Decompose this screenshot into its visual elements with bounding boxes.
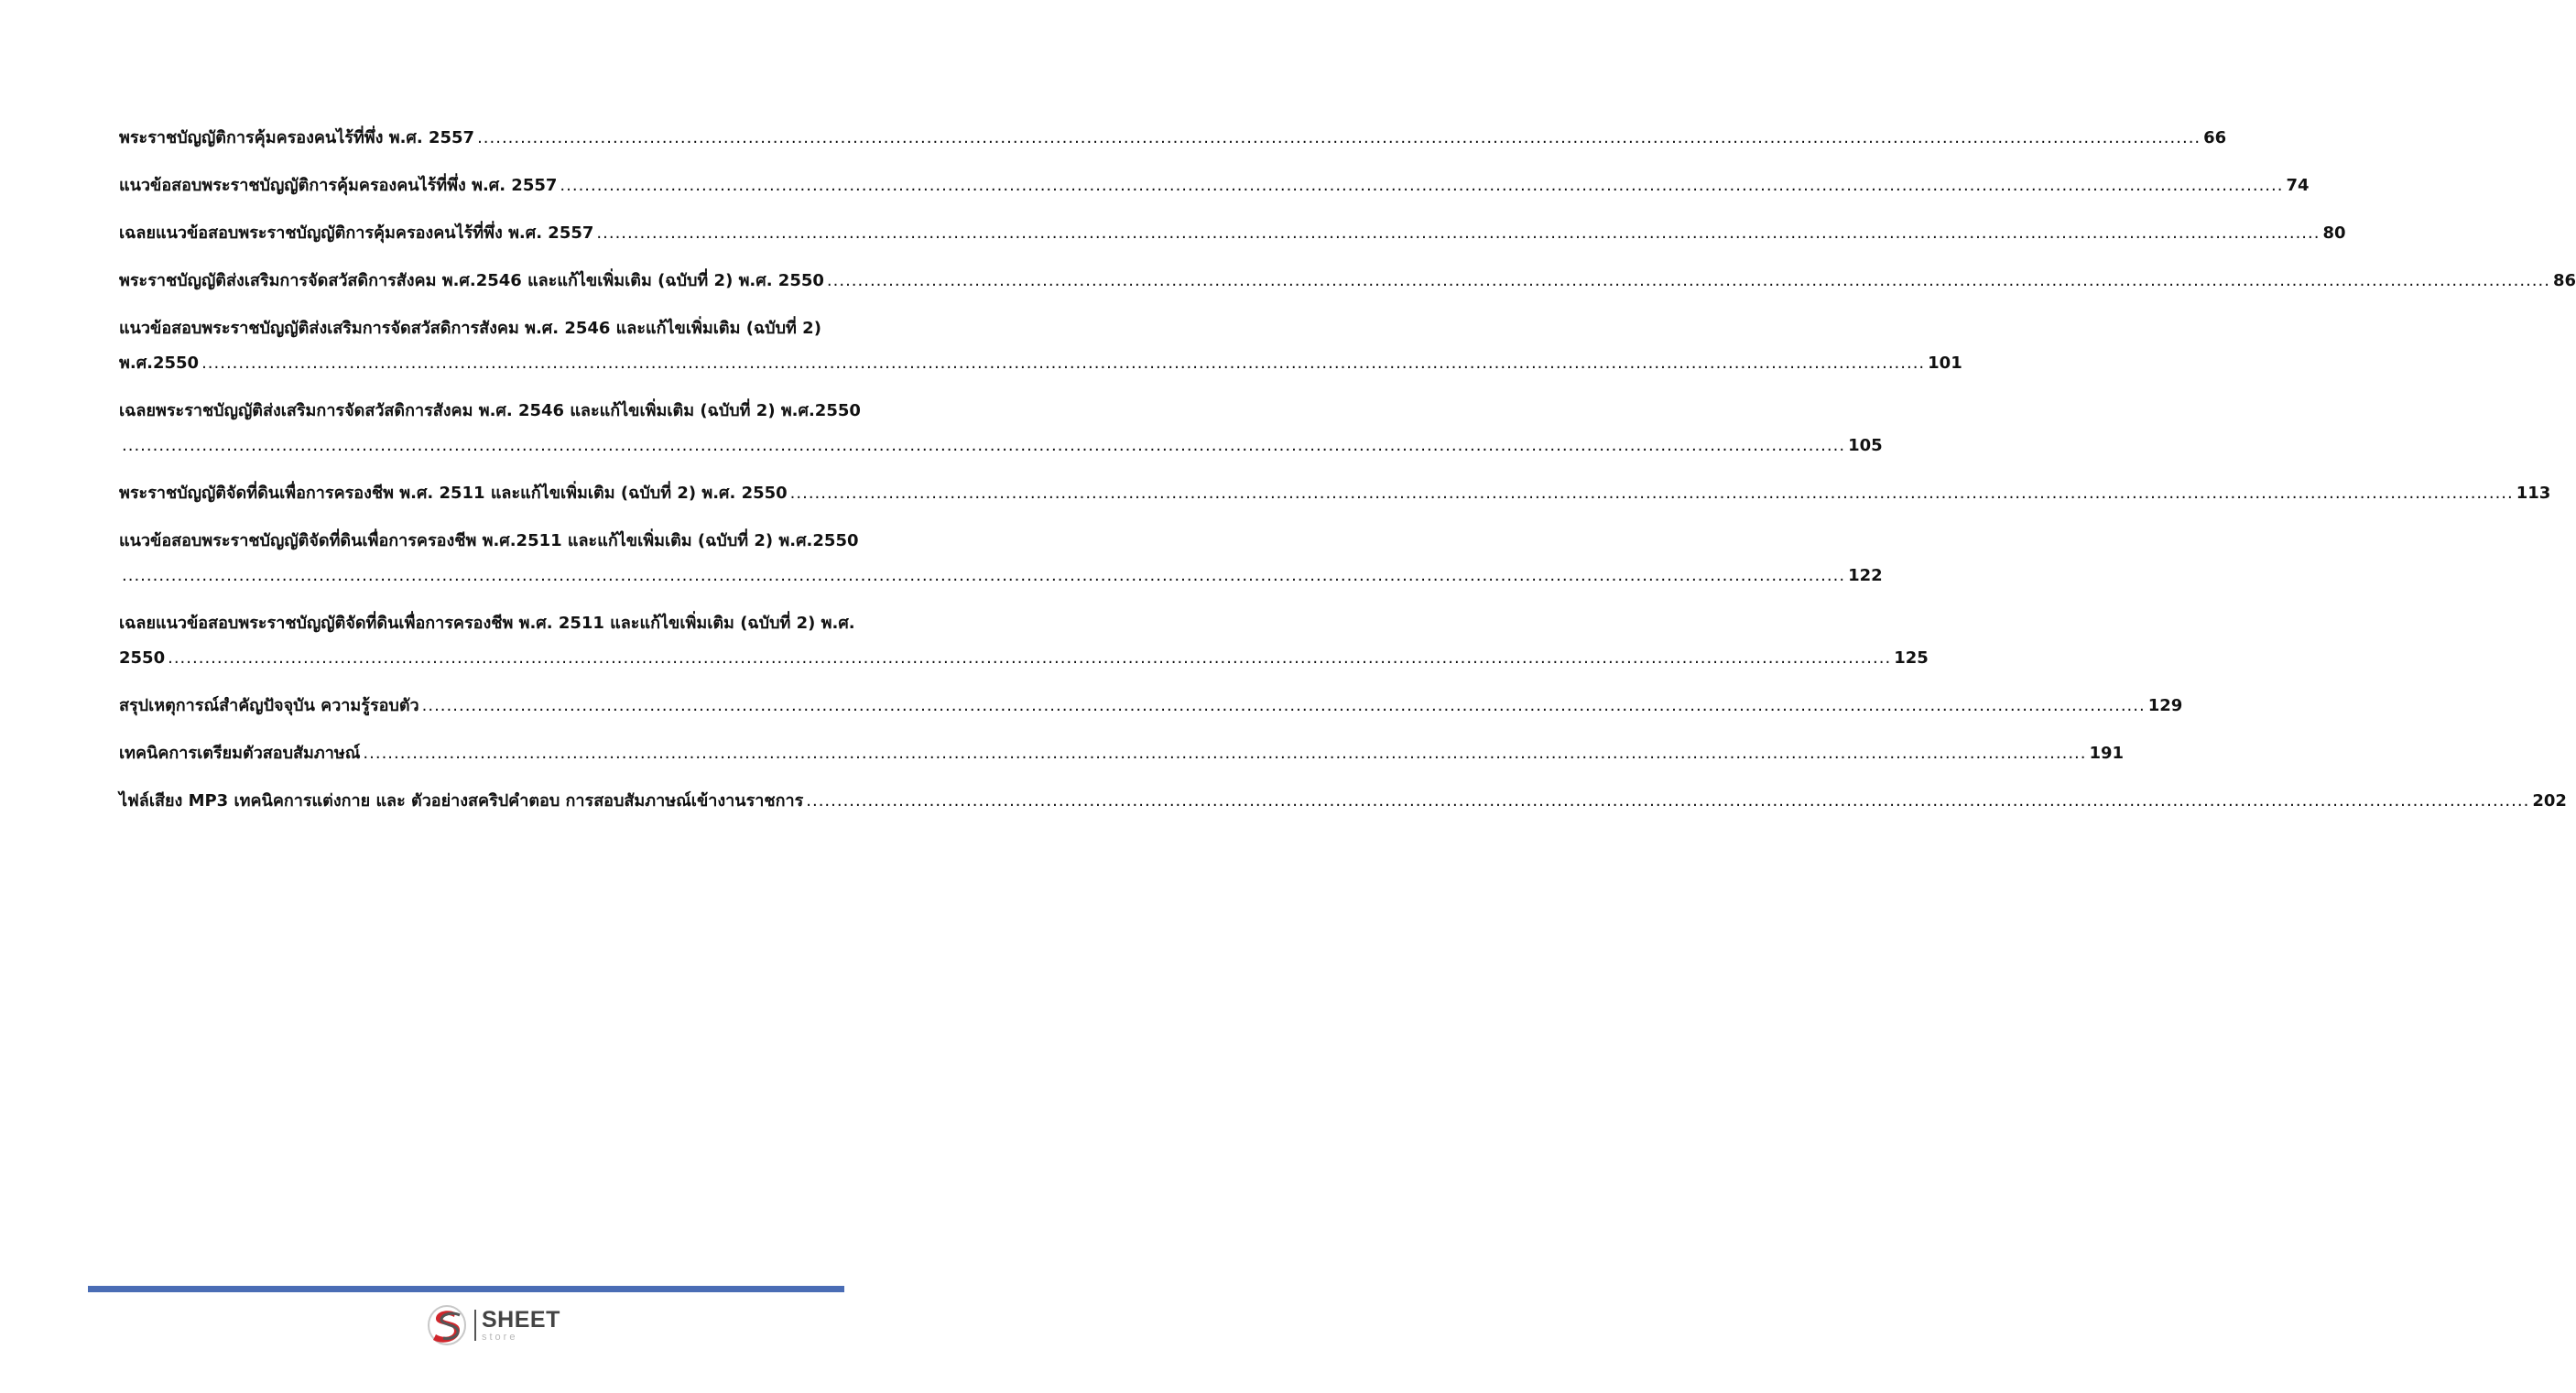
toc-entry (119, 736, 2125, 771)
toc-page-number: 191 (2089, 744, 2125, 763)
toc-entry (119, 264, 2576, 299)
toc-entry-title-line: เฉลยพระราชบัญญัติส่งเสริมการจัดสวัสดิการสังคม พ.ศ. 2546 และแก้ไขเพิ่มเติม (ฉบับที่ 2) พ.ศ.2550 (119, 401, 861, 420)
toc-dot-leader (477, 121, 2201, 156)
toc-dot-leader (122, 559, 1845, 593)
toc-entry-leader-line (119, 121, 2227, 156)
toc-entry-title: พระราชบัญญัติส่งเสริมการจัดสวัสดิการสังคม พ.ศ.2546 และแก้ไขเพิ่มเติม (ฉบับที่ 2) พ.ศ. 2550 (119, 271, 824, 290)
toc-dot-leader (168, 641, 1891, 676)
toc-dot-leader (422, 689, 2146, 724)
toc-dot-leader (790, 476, 2514, 511)
toc-dot-leader (827, 264, 2550, 299)
toc-page-number: 101 (1928, 354, 1962, 373)
logo-divider (474, 1310, 476, 1341)
toc-entry-leader-line (119, 216, 2346, 251)
toc-page-number: 125 (1894, 648, 1929, 668)
toc-entry-leader-line (119, 476, 2551, 511)
toc-entry-title: ไฟล์เสียง MP3 เทคนิคการแต่งกาย และ ตัวอย่างสคริปคำตอบ การสอบสัมภาษณ์เข้างานราชการ (119, 791, 804, 811)
toc-entry-title-line: แนวข้อสอบพระราชบัญญัติจัดที่ดินเพื่อการครองชีพ พ.ศ.2511 และแก้ไขเพิ่มเติม (ฉบับที่ 2) พ.ศ.2550 (119, 531, 859, 550)
toc-entry (119, 784, 2567, 819)
toc-entry-title: เฉลยแนวข้อสอบพระราชบัญญัติการคุ้มครองคนไร้ที่พึ่ง พ.ศ. 2557 (119, 223, 594, 243)
toc-entry-leader-line (119, 559, 1883, 593)
toc-page-number: 129 (2147, 696, 2183, 715)
toc-page-number: 80 (2322, 223, 2346, 243)
toc-entry (119, 311, 1962, 381)
toc-entry-title: พ.ศ.2550 (119, 354, 200, 373)
toc-entry-title: สรุปเหตุการณ์สำคัญปัจจุบัน ความรู้รอบตัว (119, 696, 419, 715)
toc-entry-title: พระราชบัญญัติจัดที่ดินเพื่อการครองชีพ พ.ศ. 2511 และแก้ไขเพิ่มเติม (ฉบับที่ 2) พ.ศ. 2550 (119, 484, 788, 503)
toc-entry-leader-line (119, 736, 2125, 771)
toc-page-number: 66 (2203, 128, 2227, 147)
footer-divider-bar (88, 1286, 844, 1292)
toc-dot-leader (806, 784, 2529, 819)
toc-entry-title-line: แนวข้อสอบพระราชบัญญัติส่งเสริมการจัดสวัสดิการสังคม พ.ศ. 2546 และแก้ไขเพิ่มเติม (ฉบับที่ 2) (119, 319, 821, 338)
toc-entry-title: 2550 (119, 648, 166, 668)
toc-dot-leader (363, 736, 2086, 771)
toc-page-number: 202 (2532, 791, 2567, 811)
sheet-store-logo (427, 1304, 560, 1346)
toc-entry (119, 394, 1883, 463)
toc-entry-leader-line (119, 264, 2576, 299)
toc-entry (119, 216, 2346, 251)
toc-entry-leader-line (119, 346, 1962, 381)
toc-page-number: 122 (1848, 566, 1883, 585)
toc-entry (119, 689, 2183, 724)
toc-dot-leader (560, 169, 2283, 203)
logo-main-text: SHEET (482, 1306, 560, 1333)
toc-entry-title: แนวข้อสอบพระราชบัญญัติการคุ้มครองคนไร้ที่พึ่ง พ.ศ. 2557 (119, 176, 558, 195)
toc-entry-leader-line (119, 169, 2310, 203)
toc-entry (119, 476, 2551, 511)
toc-page-number: 113 (2516, 484, 2551, 503)
toc-entry-title: พระราชบัญญัติการคุ้มครองคนไร้ที่พึ่ง พ.ศ. 2557 (119, 128, 475, 147)
table-of-contents (119, 121, 2576, 819)
toc-entry (119, 169, 2310, 203)
toc-page-number: 74 (2286, 176, 2310, 195)
toc-entry-leader-line (119, 429, 1883, 463)
sheet-store-s-logo-icon (427, 1304, 467, 1346)
toc-page-number: 105 (1848, 436, 1883, 455)
toc-entry-title-line: เฉลยแนวข้อสอบพระราชบัญญัติจัดที่ดินเพื่อการครองชีพ พ.ศ. 2511 และแก้ไขเพิ่มเติม (ฉบับที่ 2) พ.ศ. (119, 614, 855, 633)
toc-entry-title: เทคนิคการเตรียมตัวสอบสัมภาษณ์ (119, 744, 361, 763)
toc-dot-leader (596, 216, 2320, 251)
toc-page-number: 86 (2552, 271, 2576, 290)
toc-entry-leader-line (119, 784, 2567, 819)
toc-dot-leader (201, 346, 1925, 381)
toc-dot-leader (122, 429, 1845, 463)
toc-entry (119, 121, 2227, 156)
logo-wordmark (482, 1306, 560, 1343)
toc-entry (119, 606, 1929, 676)
toc-entry-leader-line (119, 641, 1929, 676)
toc-entry-leader-line (119, 689, 2183, 724)
logo-sub-text: store (482, 1331, 518, 1343)
toc-entry (119, 524, 1883, 593)
